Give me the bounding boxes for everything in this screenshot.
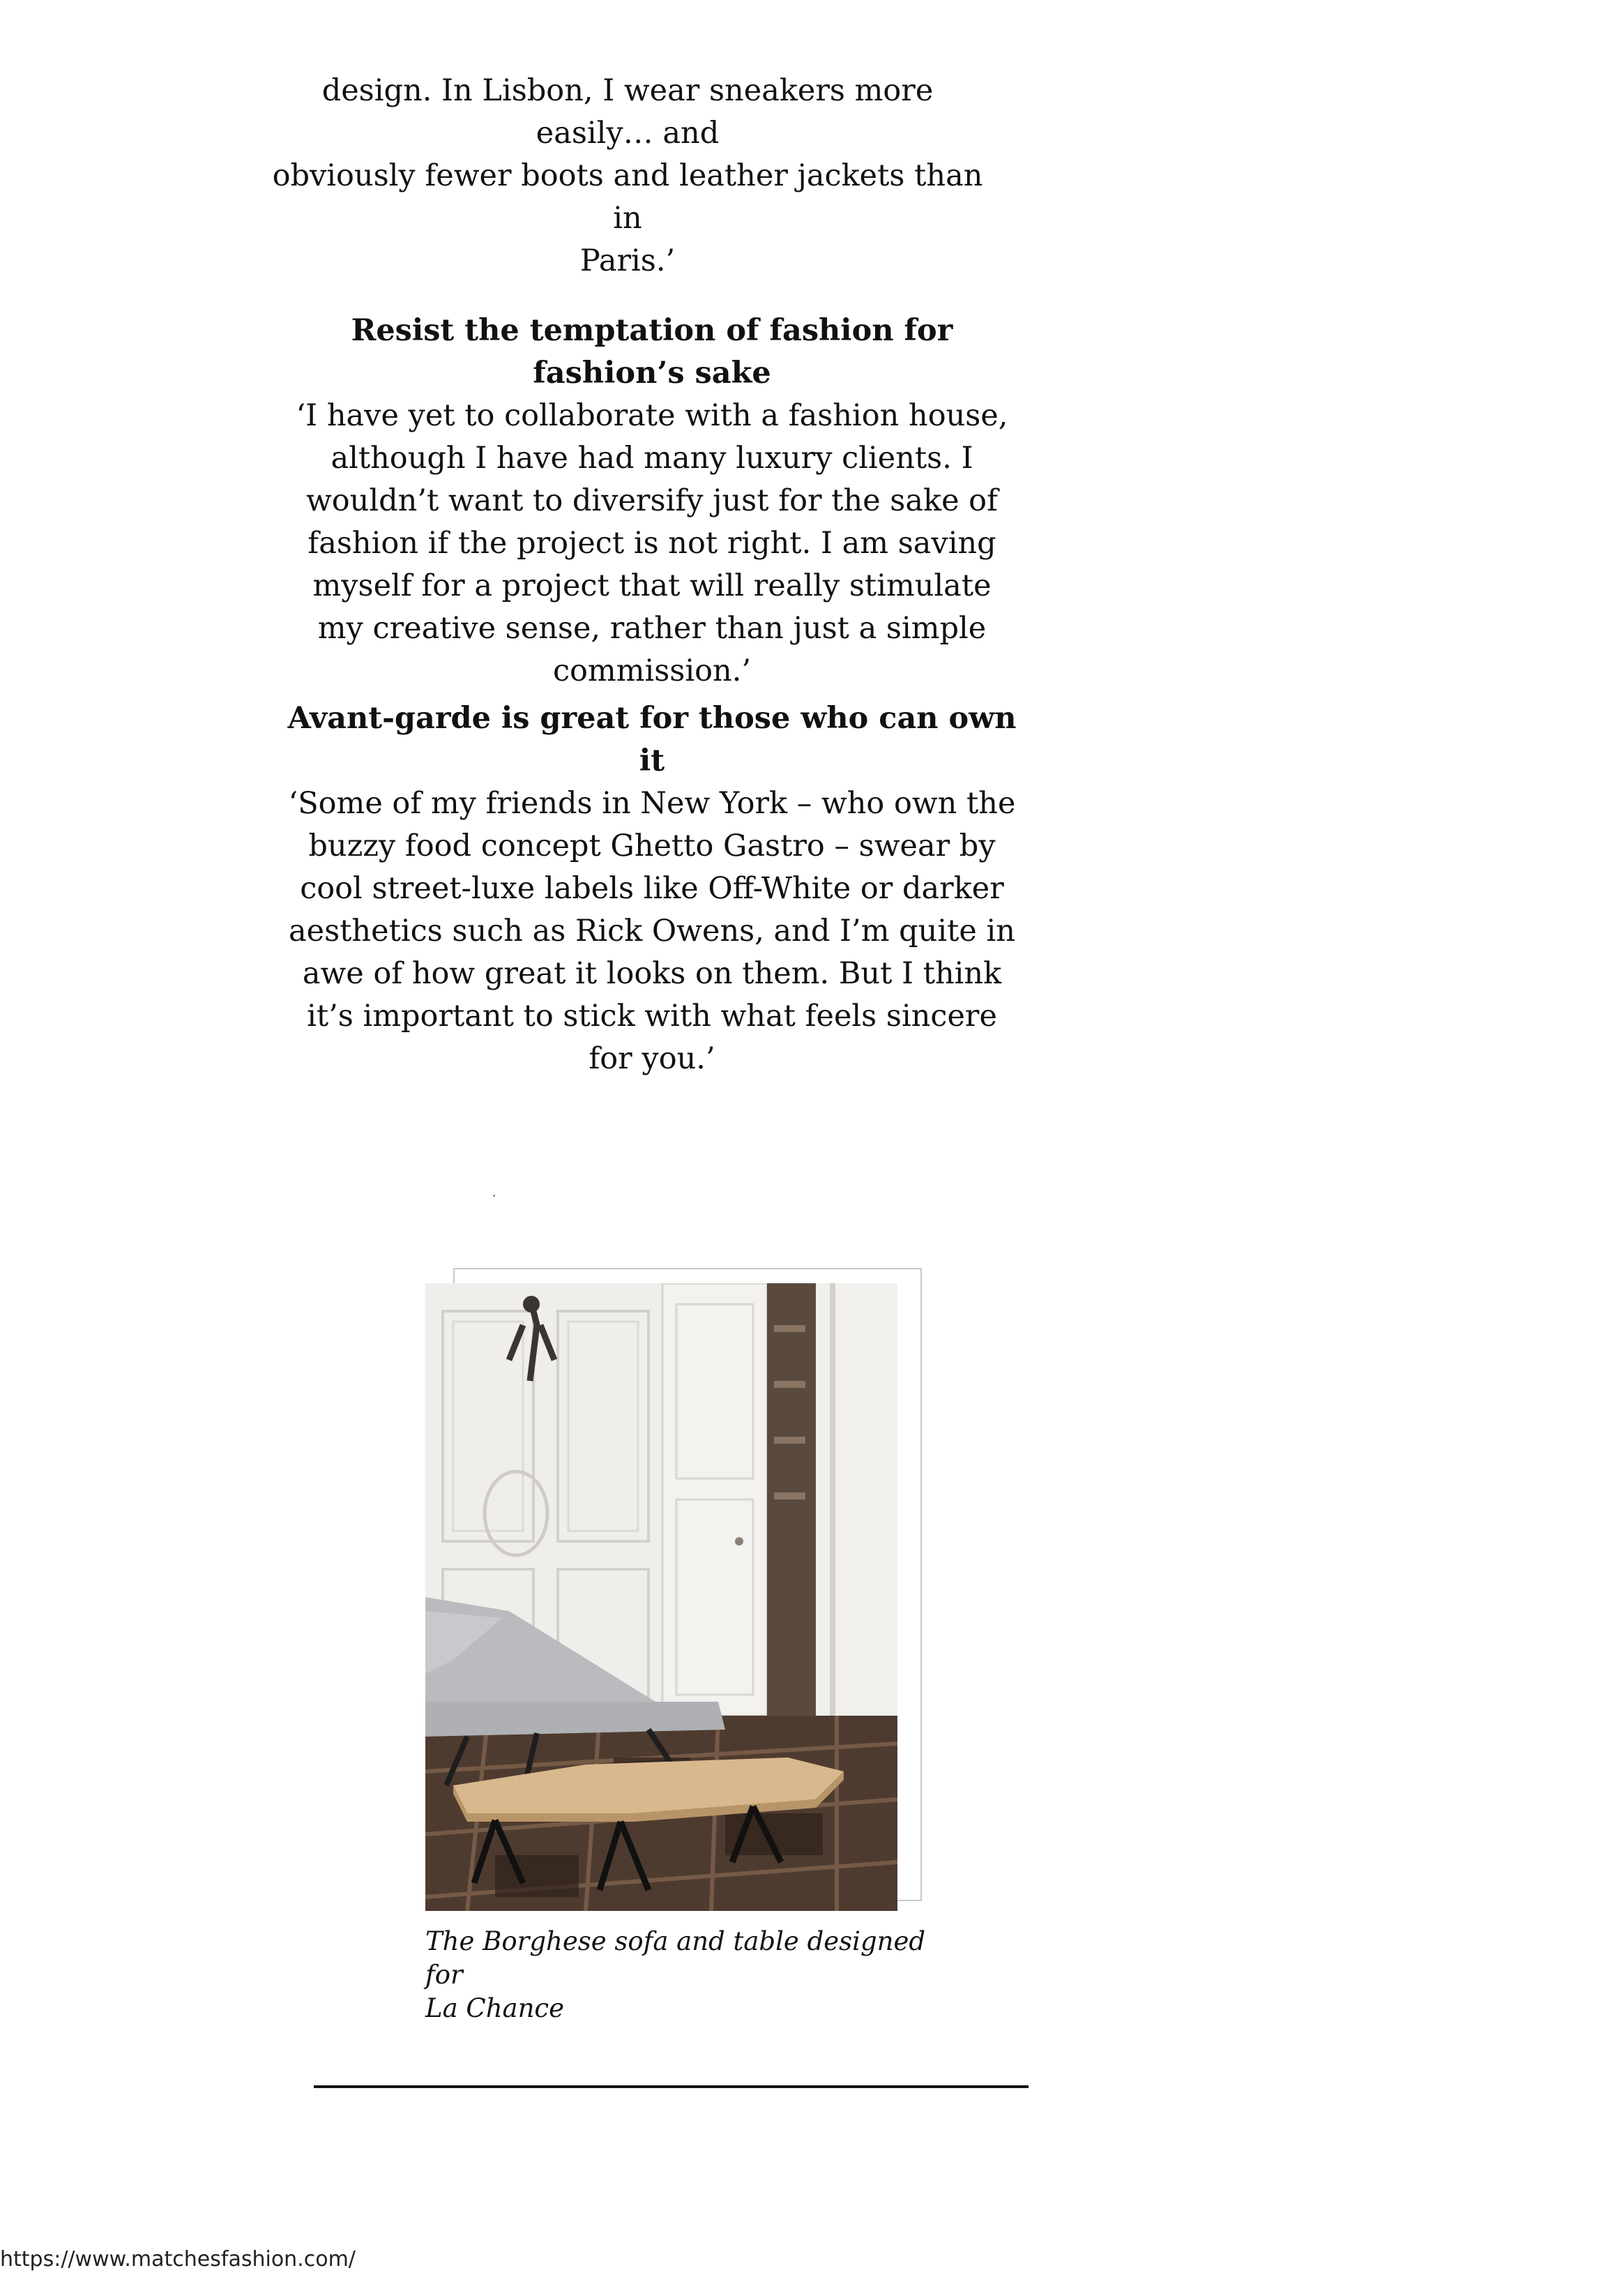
section-avant-garde — [286, 697, 1018, 1080]
section-fashion-temptation — [286, 310, 1018, 693]
section-divider — [314, 2085, 1029, 2088]
section-body: ‘Some of my friends in New York – who own the buzzy food concept Ghetto Gastro – swear by cool street-luxe labels like Off-White or darker aesthetics such as Rick Owens, and I’m quite in awe of how great it looks on them. But I think it’s important to stick with what feels sincere for you.’ — [288, 786, 1016, 1076]
intro-line-1: design. In Lisbon, I wear sneakers more easily… and — [321, 73, 934, 151]
intro-line-3: Paris.’ — [579, 243, 676, 278]
section-heading: Avant-garde is great for those who can own it — [287, 701, 1017, 778]
section-body: ‘I have yet to collaborate with a fashion house, although I have had many luxury clients. I wouldn’t want to diversify just for the sake of fashion if the project is not right. I am saving myself for a project that will really stimulate my creative sense, rather than just a simple commission.’ — [296, 398, 1008, 688]
footer-url-link[interactable]: https://www.matchesfashion.com/ — [0, 2247, 356, 2272]
intro-line-2: obviously fewer boots and leather jackets than in — [272, 158, 983, 236]
section-heading: Resist the temptation of fashion for fashion’s sake — [351, 313, 953, 391]
caption-line-1: The Borghese sofa and table designed for — [425, 1926, 926, 1990]
figure-photo-borghese-sofa — [425, 1283, 897, 1911]
decorative-dot — [493, 1195, 495, 1197]
intro-paragraph — [265, 70, 990, 282]
figure-caption — [425, 1925, 927, 2025]
caption-line-2: La Chance — [425, 1993, 565, 2023]
interior-photo-illustration — [425, 1283, 897, 1911]
